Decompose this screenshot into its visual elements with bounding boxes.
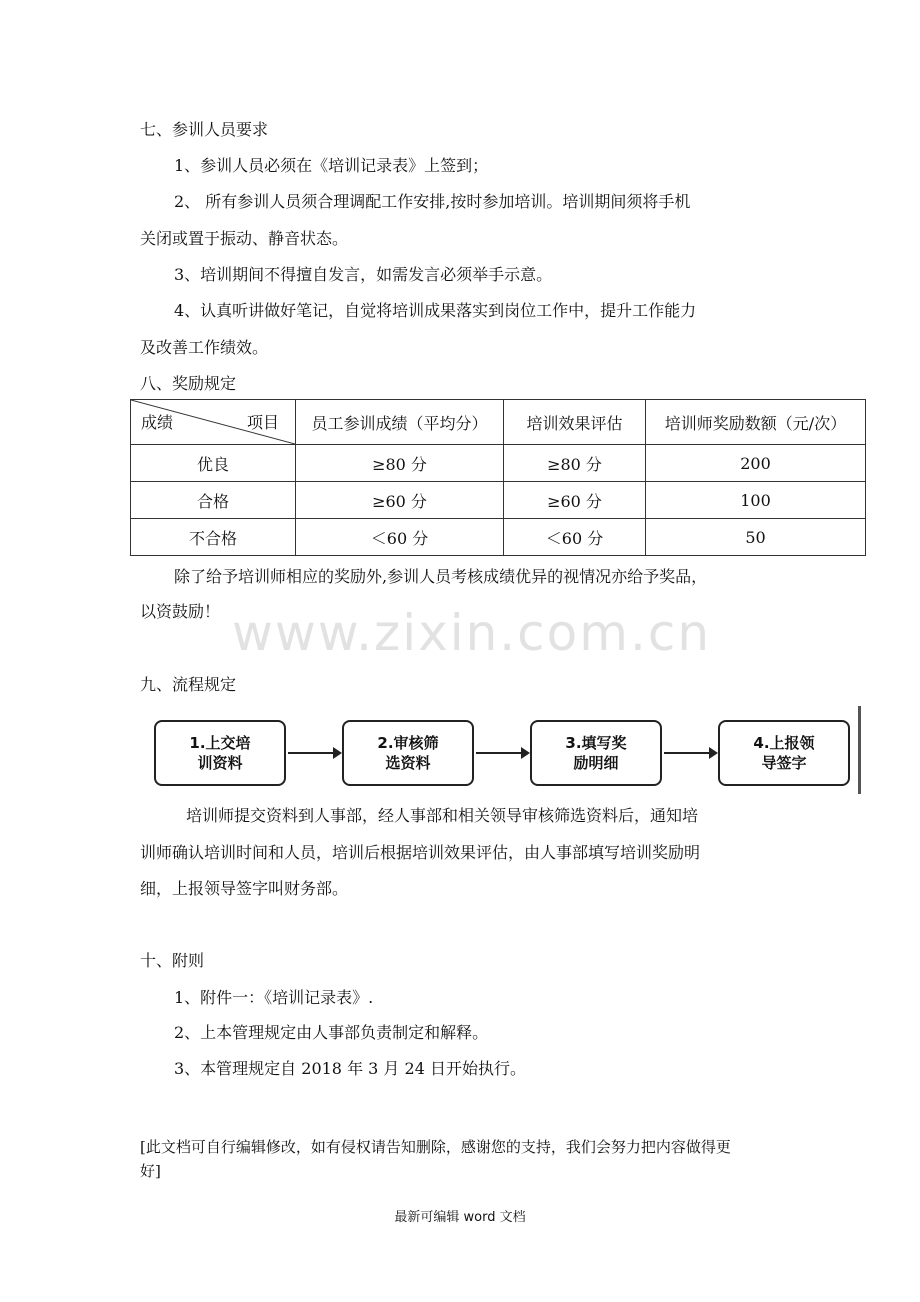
award-table-header: 培训师奖励数额（元/次） — [646, 400, 866, 445]
section9-desc-line2: 训师确认培训时间和人员，培训后根据培训效果评估，由人事部填写培训奖励明 — [140, 843, 701, 862]
award-table-corner-cell — [131, 400, 296, 445]
flow-step-line2: 励明细 — [573, 754, 619, 772]
table-cell: 50 — [646, 519, 866, 556]
table-row — [131, 445, 866, 482]
award-table-header-row — [131, 400, 866, 445]
table-cell: ＜60 分 — [504, 519, 646, 556]
section7-item2-line2: 关闭或置于振动、静音状态。 — [140, 229, 349, 248]
table-cell: ≥60 分 — [504, 482, 646, 519]
table-cell: 优良 — [131, 445, 296, 482]
section8-note-line1: 除了给予培训师相应的奖励外,参训人员考核成绩优异的视情况亦给予奖品， — [174, 567, 708, 586]
section7-item3: 3、培训期间不得擅自发言，如需发言必须举手示意。 — [174, 265, 553, 284]
table-cell: 100 — [646, 482, 866, 519]
flow-arrow — [664, 752, 716, 754]
section7-item4-line1: 4、认真听讲做好笔记，自觉将培训成果落实到岗位工作中，提升工作能力 — [174, 301, 697, 320]
table-row — [131, 519, 866, 556]
table-row — [131, 482, 866, 519]
flow-arrow — [476, 752, 528, 754]
table-cell: ≥60 分 — [296, 482, 504, 519]
disclaimer-line1: [此文档可自行编辑修改，如有侵权请告知删除，感谢您的支持，我们会努力把内容做得更 — [140, 1138, 731, 1156]
section10-title: 十、附则 — [140, 951, 205, 970]
page-footer: 最新可编辑 word 文档 — [394, 1210, 526, 1225]
table-cell: 不合格 — [131, 519, 296, 556]
flow-step-2 — [342, 720, 474, 786]
flow-step-line1: 2.审核筛 — [377, 734, 439, 752]
award-table — [130, 399, 866, 556]
table-cell: ≥80 分 — [296, 445, 504, 482]
section8-title: 八、奖励规定 — [140, 374, 237, 393]
section9-title: 九、流程规定 — [140, 675, 237, 694]
flow-step-1 — [154, 720, 286, 786]
corner-label-score: 成绩 — [141, 413, 174, 432]
section7-item1: 1、参训人员必须在《培训记录表》上签到； — [174, 156, 489, 175]
flow-step-4 — [718, 720, 850, 786]
table-cell: ≥80 分 — [504, 445, 646, 482]
flow-edge-bar — [858, 706, 861, 794]
table-cell: ＜60 分 — [296, 519, 504, 556]
section8-note-line2: 以资鼓励！ — [140, 602, 221, 621]
flow-step-line1: 1.上交培 — [189, 734, 251, 752]
flow-step-line2: 导签字 — [761, 754, 807, 772]
watermark: www.zixin.com.cn — [232, 604, 712, 662]
disclaimer-line2: 好] — [140, 1162, 161, 1180]
section10-item3: 3、本管理规定自 2018 年 3 月 24 日开始执行。 — [174, 1059, 526, 1078]
section10-item1: 1、附件一：《培训记录表》. — [174, 988, 374, 1007]
award-table-header: 培训效果评估 — [504, 400, 646, 445]
flow-step-line2: 训资料 — [197, 754, 243, 772]
section10-item2: 2、上本管理规定由人事部负责制定和解释。 — [174, 1023, 489, 1042]
section7-item4-line2: 及改善工作绩效。 — [140, 338, 269, 357]
section7-title: 七、参训人员要求 — [140, 120, 269, 139]
section9-desc-line3: 细，上报领导签字叫财务部。 — [140, 879, 349, 898]
section9-desc-line1: 培训师提交资料到人事部，经人事部和相关领导审核筛选资料后，通知培 — [186, 806, 699, 825]
flow-step-3 — [530, 720, 662, 786]
flow-arrow — [288, 752, 340, 754]
section7-item2-line1: 2、 所有参训人员须合理调配工作安排,按时参加培训。培训期间须将手机 — [174, 192, 691, 211]
award-table-header: 员工参训成绩（平均分） — [296, 400, 504, 445]
table-cell: 200 — [646, 445, 866, 482]
flow-step-line1: 4.上报领 — [753, 734, 815, 752]
flow-step-line1: 3.填写奖 — [565, 734, 627, 752]
corner-label-item: 项目 — [246, 413, 279, 432]
flow-step-line2: 选资料 — [385, 754, 431, 772]
table-cell: 合格 — [131, 482, 296, 519]
